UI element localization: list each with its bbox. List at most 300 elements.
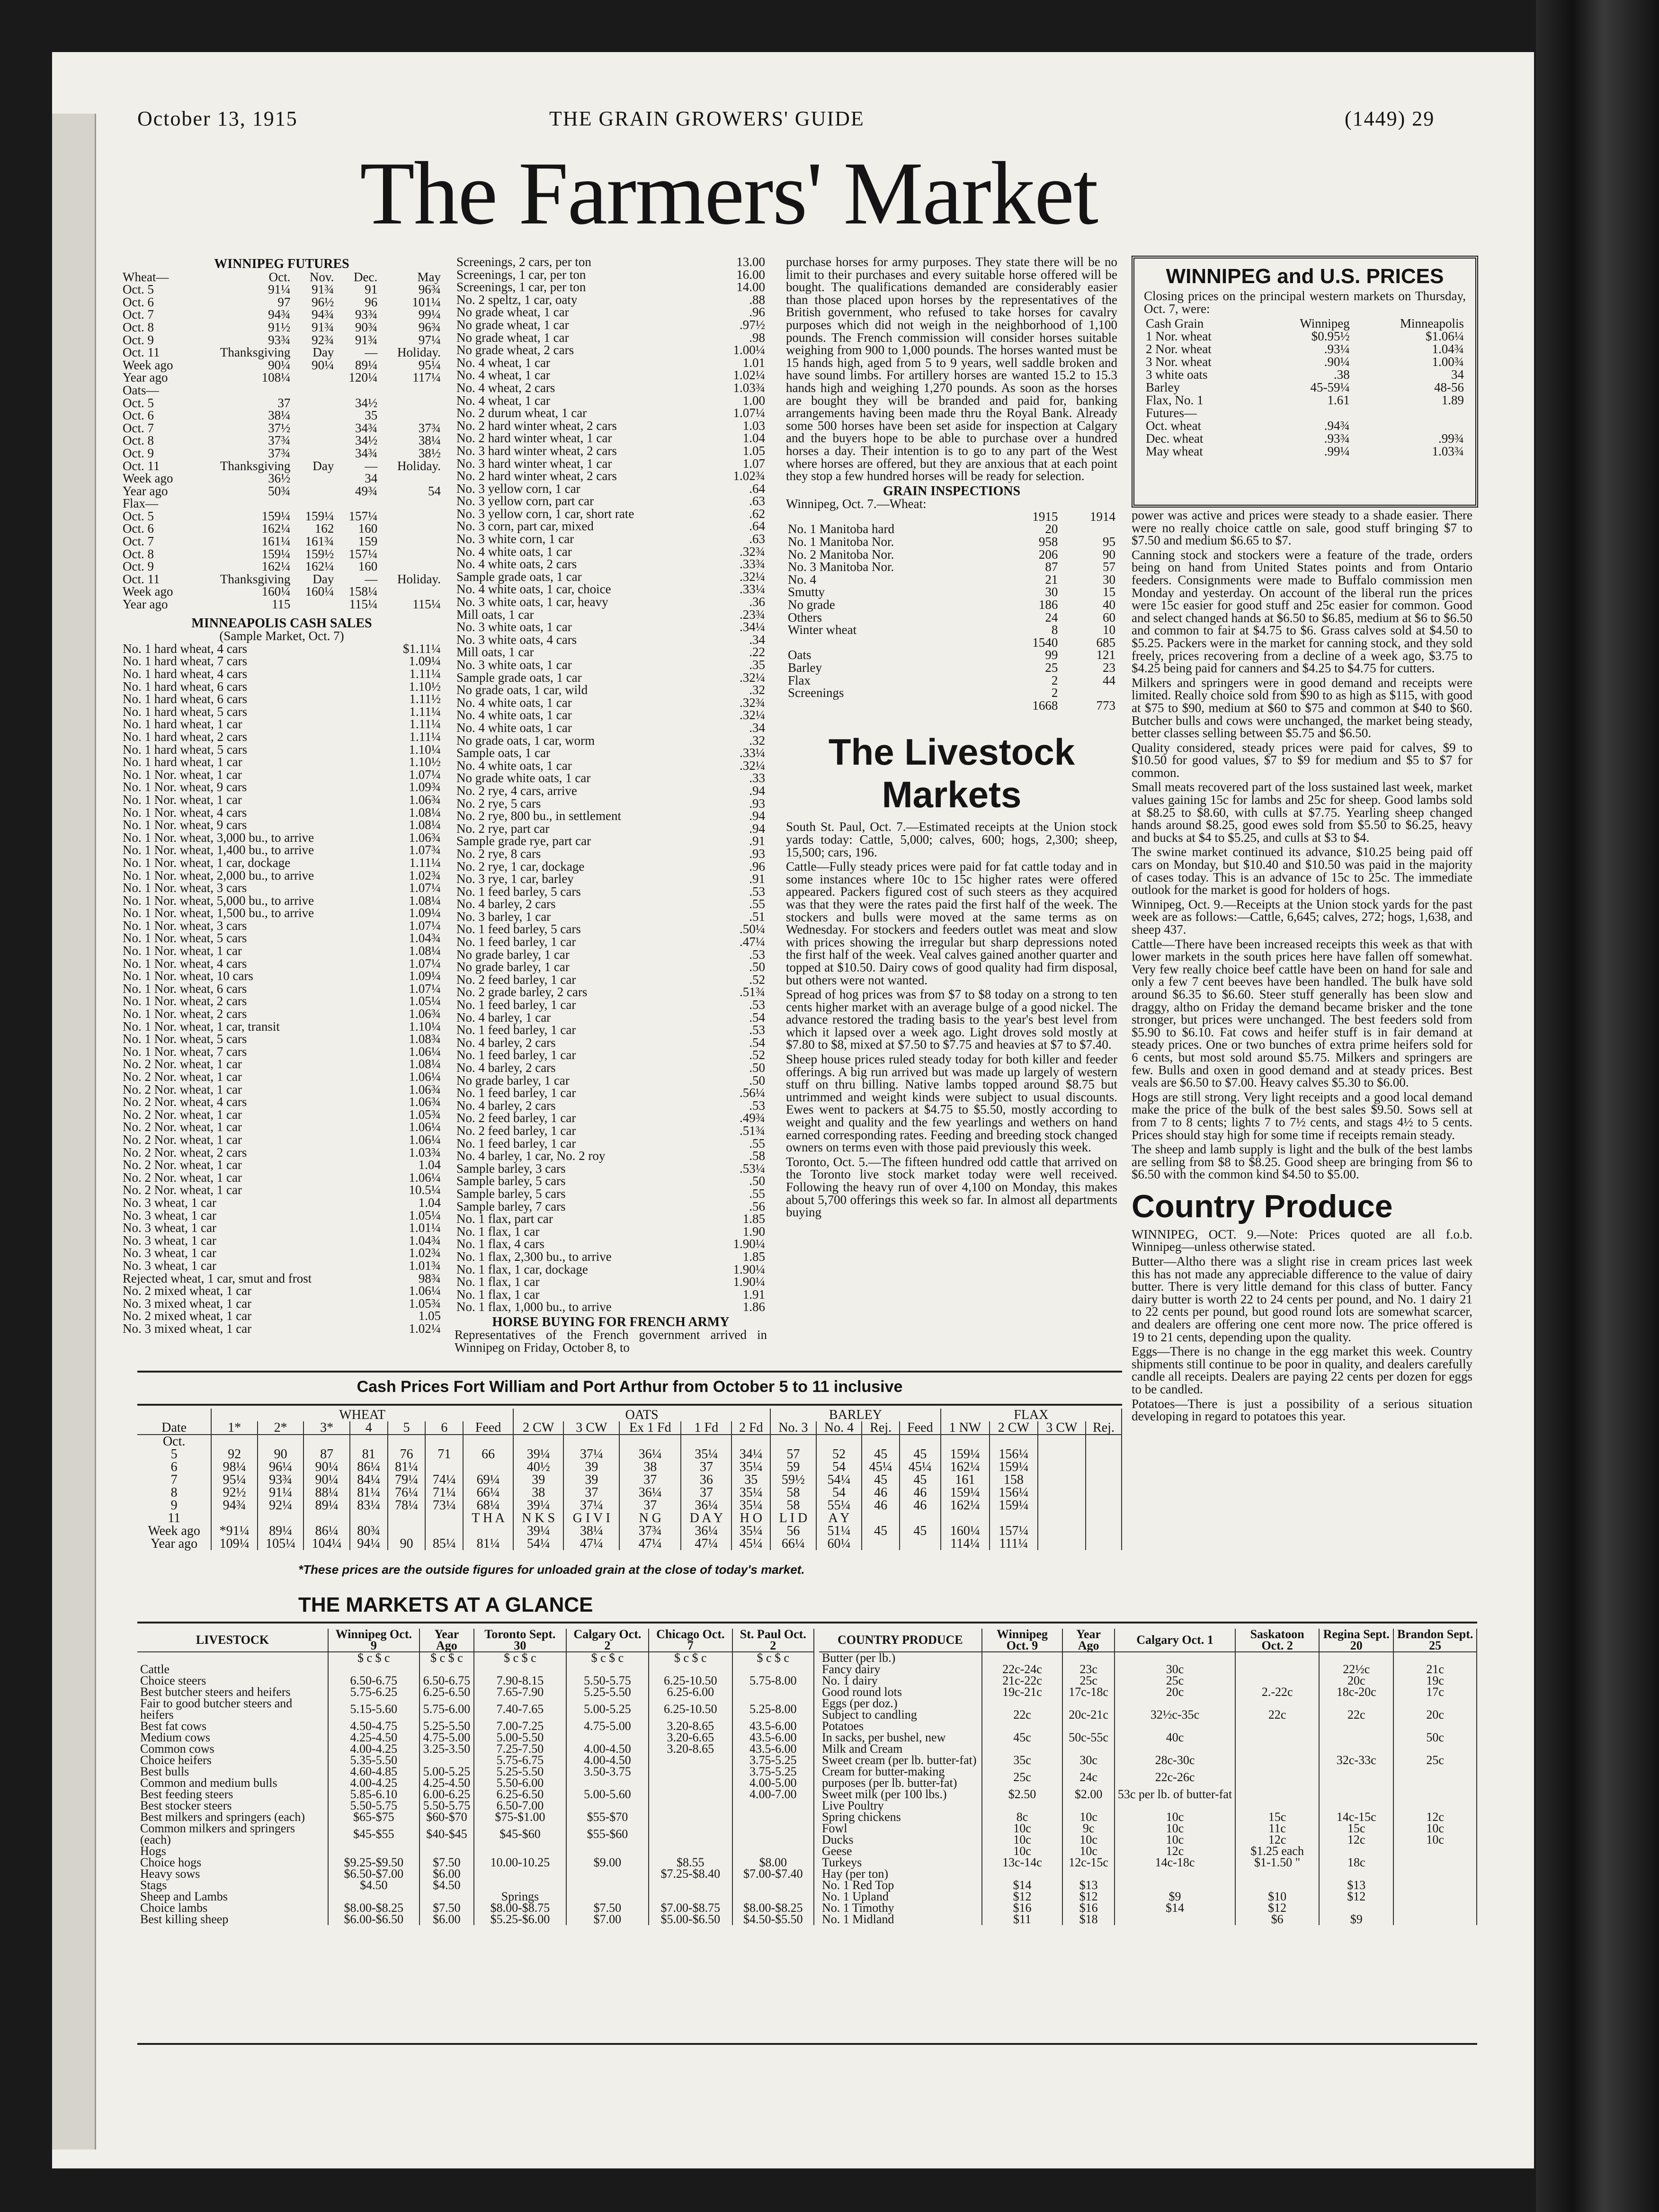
- cell: 85¼: [425, 1537, 463, 1550]
- futures-row: [121, 371, 443, 384]
- cell: [1235, 1868, 1319, 1880]
- cell: .91: [749, 834, 765, 848]
- cell: 15c: [1319, 1823, 1393, 1834]
- sale-row: [121, 844, 443, 856]
- cell: $4.50: [419, 1880, 474, 1891]
- glance-row: [137, 1880, 814, 1891]
- futures-row: [121, 598, 443, 611]
- cell: 4.60-4.85: [328, 1766, 419, 1777]
- cell: 35¼: [681, 1448, 731, 1461]
- header-cell: Winnipeg: [1300, 316, 1350, 330]
- cell: Potatoes: [819, 1721, 982, 1732]
- futures-row: [121, 384, 443, 397]
- cell: 1.06¾: [409, 830, 441, 845]
- cell: $13: [1319, 1880, 1393, 1891]
- cell: 6.50-6.75: [419, 1675, 474, 1686]
- glance-row: [819, 1709, 1477, 1721]
- cell: $7.00-$7.40: [732, 1868, 814, 1880]
- header-cell: Rej.: [1086, 1421, 1122, 1435]
- cell: .50: [749, 1174, 765, 1188]
- sale-row: [121, 756, 443, 768]
- cell: [1086, 1499, 1122, 1512]
- cell: No. 1 Nor. wheat, 7 cars: [123, 1044, 247, 1059]
- cell: 1.90: [742, 1224, 765, 1239]
- cell: 68¼: [463, 1499, 513, 1512]
- cell: 47¼: [563, 1537, 619, 1550]
- cell: No. 3 hard winter wheat, 1 car: [456, 456, 612, 471]
- cell: 1.05¾: [409, 1296, 441, 1311]
- cell: 5.75-6.75: [474, 1755, 566, 1766]
- cell: [1086, 1525, 1122, 1537]
- sale-row: [455, 1137, 767, 1150]
- cell: Holiday.: [397, 458, 441, 473]
- cell: $45-$55: [328, 1823, 419, 1846]
- cell: 43.5-6.00: [732, 1743, 814, 1755]
- cell: 38: [619, 1461, 681, 1473]
- cell: Sample oats, 1 car: [456, 746, 550, 760]
- cell: Heavy sows: [137, 1868, 328, 1880]
- cell: Screenings, 1 car, per ton: [456, 280, 586, 294]
- cell: 37: [563, 1486, 619, 1499]
- cell: $4.50-$5.50: [732, 1914, 814, 1925]
- cell: No. 2 rye, 1 car, dockage: [456, 859, 585, 874]
- sale-row: [455, 1049, 767, 1061]
- cell: .91: [749, 872, 765, 886]
- cell: $7.00-$8.75: [649, 1902, 732, 1914]
- cell: [303, 1435, 350, 1448]
- cell: No. 1 Nor. wheat, 1 car, dockage: [123, 855, 291, 870]
- cell: Oct. 9: [123, 332, 154, 347]
- futures-row: [121, 447, 443, 460]
- cell: 4.00-4.50: [566, 1743, 649, 1755]
- cell: [1393, 1789, 1477, 1800]
- cell: 15c: [1235, 1811, 1319, 1823]
- cell: 32c-33c: [1319, 1755, 1393, 1766]
- horse-continued: purchase horses for army purposes. They state there will be no limit to their purchases and every suitable horse offered will be bought. The qualifications demanded are considerably easier than those placed upon horses by the representatives of the British government, who refused to take horses for cavalry purposes which did not weigh in the neighborhood of 1,100 pounds. The French commission will consider horses suitable weighing from 900 to 1,000 pounds. The horses wanted must be 15 hands high, aged from 5 to 9 years, well saddle broken and have sound limbs. For artillery horses are wanted 15.2 to 15.3 hands high and weighing 1,270 pounds. As soon as the horses are bought they will be branded and paid for, banking arrangements having been made thru the Royal Bank. Already some 500 horses have been set aside for inspection at Calgary and the buyers hope to be able to purchase over a hundred horses a day. Their intention is to go to any part of the West where horses are offered, but they are anxious that at each point they stop a few hundred horses will be ready for selection.: [786, 255, 1117, 483]
- sale-row: [121, 882, 443, 894]
- cell: 1.06¼: [409, 1170, 441, 1185]
- cell: No grade wheat, 1 car: [456, 305, 569, 320]
- cell: 5.00-5.50: [474, 1732, 566, 1743]
- cell: .50: [749, 1061, 765, 1075]
- cell: 104¼: [303, 1537, 350, 1550]
- cell: [649, 1823, 732, 1846]
- cell: .53: [749, 1023, 765, 1037]
- cell: No. 2 rye, 5 cars: [456, 796, 541, 811]
- cell: N G: [619, 1512, 681, 1525]
- cell: 92¾: [312, 332, 334, 347]
- futures-row: [121, 535, 443, 548]
- cell: Ducks: [819, 1834, 982, 1846]
- cell: $7.50: [419, 1857, 474, 1868]
- inspection-row: [786, 687, 1117, 699]
- cell: 30: [1045, 585, 1058, 599]
- cell: No. 3 white oats, 1 car: [456, 658, 572, 672]
- cell: 35c: [982, 1755, 1063, 1766]
- header-cell: 2*: [258, 1421, 304, 1435]
- cell: No. 2 Nor. wheat, 1 car: [123, 1183, 242, 1197]
- cell: 1.00: [742, 393, 765, 408]
- cell: 1.01: [742, 355, 765, 370]
- cell: No. 4 barley, 2 cars: [456, 897, 556, 911]
- cell: 7.40-7.65: [474, 1698, 566, 1721]
- cell: No. 1 Midland: [819, 1914, 982, 1925]
- cell: $8.55: [649, 1857, 732, 1868]
- cell: 160¼: [261, 584, 291, 599]
- sale-row: [455, 495, 767, 508]
- cell: [388, 1435, 426, 1448]
- cell: 43.5-6.00: [732, 1721, 814, 1732]
- cell: 37½: [268, 420, 291, 435]
- cell: $9: [1319, 1914, 1393, 1925]
- futures-row: [121, 422, 443, 435]
- cell: No. 1 hard wheat, 5 cars: [123, 742, 248, 757]
- cell: Cattle: [137, 1664, 328, 1675]
- sale-row: [121, 919, 443, 932]
- header-cell: 1914: [1090, 509, 1115, 524]
- cell: $8.00-$8.75: [474, 1902, 566, 1914]
- cell: No. 1 dairy: [819, 1675, 982, 1686]
- cell: 93¾: [268, 332, 291, 347]
- cell: 157¼: [348, 508, 378, 523]
- cell: $11: [982, 1914, 1063, 1925]
- binding-margin: [52, 114, 96, 2150]
- cell: 108¼: [261, 370, 291, 385]
- header-cell: 3 CW: [1038, 1421, 1086, 1435]
- cell: $6.50-$7.00: [328, 1868, 419, 1880]
- cell: 162¼: [305, 559, 334, 574]
- cell: 1.11¼: [409, 667, 441, 681]
- glance-row: [137, 1698, 814, 1721]
- cell: 160: [358, 521, 378, 536]
- mpls-subtitle: (Sample Market, Oct. 7): [219, 629, 344, 643]
- cell: Year ago: [123, 370, 168, 385]
- header-cell: 4: [350, 1421, 388, 1435]
- cell: [1393, 1766, 1477, 1789]
- cell: $ c $ c: [328, 1652, 419, 1664]
- cell: 96¾: [418, 320, 441, 334]
- cell: 5.50-5.75: [328, 1800, 419, 1811]
- sale-row: [121, 831, 443, 844]
- price-row: [1144, 343, 1466, 356]
- livestock-paragraph: The swine market continued its advance, $10.25 being paid off cars on Monday, but $10.40 and $10.50 was paid in the majority of cases today. This is an advance of 15c to 25c. The immediate outlook for the market is good for holders of hogs.: [1132, 845, 1472, 897]
- cell: No. 3 white oats, 4 cars: [456, 632, 577, 647]
- cell: $55-$70: [566, 1811, 649, 1823]
- cell: No. 3 yellow corn, 1 car: [456, 481, 580, 496]
- cell: [379, 497, 443, 510]
- cell: [1393, 1868, 1477, 1880]
- inspection-row: [786, 649, 1117, 661]
- cell: 4.00-4.50: [566, 1755, 649, 1766]
- cell: .54: [749, 1010, 765, 1025]
- cell: No. 3 wheat, 1 car: [123, 1221, 216, 1235]
- produce-paragraph: Eggs—There is no change in the egg market this week. Country shipments still continue to be poor in quality, and dealers carefully candle all receipts. Dealers are paying 22 cents per dozen for eggs to be candled.: [1132, 1344, 1472, 1396]
- inspection-row: [786, 586, 1117, 598]
- livestock-paragraph: Small meats recovered part of the loss sustained last week, market values gaining 15c for lambs and 25c for sheep. Good lambs sold at $8.25 to $8.60, with culls at $7.75. Yearling sheep changed hands around $8.25, good ewes sold from $5.50 to $6.25, heavy and bucks at $4 to $5.25, and culls at $3 to $4.: [1132, 780, 1472, 845]
- sale-row: [455, 1124, 767, 1137]
- cell: 35¼: [731, 1525, 770, 1537]
- cell: 159¼: [990, 1499, 1037, 1512]
- cell: 1.90¼: [733, 1237, 765, 1251]
- inspection-row: [786, 523, 1117, 535]
- futures-row: [121, 472, 443, 485]
- cell: No. 1 Upland: [819, 1891, 982, 1902]
- cell: 59: [770, 1461, 816, 1473]
- cell: Choice lambs: [137, 1902, 328, 1914]
- cell: [1235, 1721, 1319, 1732]
- cell: No. 2 speltz, 1 car, oaty: [456, 292, 578, 307]
- cell: [1115, 1868, 1235, 1880]
- cell: 99: [1045, 648, 1058, 662]
- cell: 90: [388, 1537, 426, 1550]
- cell: 158: [990, 1473, 1037, 1486]
- cell: [1038, 1486, 1086, 1499]
- cell: [1235, 1755, 1319, 1766]
- sale-row: [455, 999, 767, 1011]
- cell: Winter wheat: [788, 623, 857, 637]
- inspections-table: [786, 510, 1117, 712]
- cell: 159¼: [305, 508, 334, 523]
- cell: 39¼: [513, 1499, 563, 1512]
- cell: No. 1 Nor. wheat, 1 car, transit: [123, 1019, 280, 1034]
- cell: 37: [681, 1486, 731, 1499]
- cell: 57: [1103, 560, 1115, 574]
- cell: 186: [1038, 598, 1058, 612]
- cell: 89¼: [258, 1525, 304, 1537]
- glance-row: [137, 1789, 814, 1800]
- cell: 1.09¼: [409, 906, 441, 920]
- cell: 4.00-7.00: [732, 1789, 814, 1800]
- cell: [1235, 1743, 1319, 1755]
- cell: $12: [982, 1891, 1063, 1902]
- cell: No. 1 Nor. wheat, 5 cars: [123, 1032, 247, 1046]
- cell: [379, 397, 443, 410]
- cell: [731, 1435, 770, 1448]
- cell: 1.06¼: [409, 1070, 441, 1084]
- cell: [649, 1789, 732, 1800]
- cell: 5.35-5.50: [328, 1755, 419, 1766]
- cell: Futures—: [1146, 406, 1197, 420]
- cell: 1.09¼: [409, 969, 441, 983]
- journal-name: THE GRAIN GROWERS' GUIDE: [549, 107, 865, 130]
- cell: [336, 384, 379, 397]
- cell: 6.25-6.50: [474, 1789, 566, 1800]
- cell: 1.03¾: [1432, 444, 1464, 458]
- cell: 16.00: [736, 267, 765, 282]
- inspection-row: [786, 561, 1117, 573]
- glance-row: [819, 1880, 1477, 1891]
- cell: [292, 447, 336, 460]
- cell: No. 3 yellow corn, 1 car, short rate: [456, 506, 634, 521]
- cell: 1668: [1032, 698, 1058, 713]
- cell: No. 3 wheat, 1 car: [123, 1195, 216, 1210]
- cell: $10: [1235, 1891, 1319, 1902]
- cell: .63: [749, 532, 765, 546]
- sale-row: [121, 1121, 443, 1133]
- cell: Best killing sheep: [137, 1914, 328, 1925]
- cell: 58: [770, 1486, 816, 1499]
- cell: [900, 1512, 941, 1525]
- sale-row: [455, 810, 767, 822]
- header-cell: Minneapolis: [1400, 316, 1464, 330]
- sale-row: [455, 722, 767, 734]
- cell: 45: [862, 1448, 900, 1461]
- cell: 45c: [982, 1732, 1063, 1743]
- cell: 1.11½: [409, 692, 441, 706]
- header-cell: Ex 1 Fd: [619, 1421, 681, 1435]
- cell: No grade white oats, 1 car: [456, 771, 591, 785]
- sale-row: [121, 1146, 443, 1159]
- futures-row: [121, 497, 443, 510]
- column-1: [121, 258, 443, 1335]
- cell: .35: [749, 658, 765, 672]
- sale-row: [455, 331, 767, 344]
- price-row: [1144, 330, 1466, 343]
- sale-row: [455, 294, 767, 306]
- cell: .64: [749, 519, 765, 534]
- header-cell: Winnipeg Oct. 9: [328, 1629, 419, 1652]
- header-cell: Dec.: [354, 269, 378, 284]
- cell: 96½: [312, 294, 334, 309]
- price-row: [1144, 445, 1466, 458]
- cell: Sample grade rye, part car: [456, 834, 591, 848]
- header-row: [137, 1629, 814, 1652]
- sale-row: [455, 382, 767, 394]
- sale-row: [455, 545, 767, 558]
- cell: 34½: [355, 433, 378, 448]
- cell: $1.06¼: [1426, 329, 1464, 343]
- page-number: (1449) 29: [1345, 107, 1435, 130]
- cell: 10c: [982, 1846, 1063, 1857]
- cell: No. 1 feed barley, 1 car: [456, 998, 576, 1012]
- cell: No grade oats, 1 car, wild: [456, 683, 588, 697]
- cell: No. 1 Nor. wheat, 1 car: [123, 944, 242, 958]
- cell: [941, 1512, 990, 1525]
- cell: $55-$60: [566, 1823, 649, 1846]
- cell: Oats: [788, 648, 812, 662]
- cell: [1038, 1473, 1086, 1486]
- header-cell: Year Ago: [1062, 1629, 1115, 1652]
- cell: No. 4 white oats, 1 car: [456, 544, 572, 559]
- cell: No. 2 rye, part car: [456, 821, 550, 836]
- cell: .53: [749, 947, 765, 962]
- cell: .93: [749, 796, 765, 811]
- cell: 46: [862, 1499, 900, 1512]
- sale-row: [121, 1196, 443, 1209]
- cell: [379, 384, 443, 397]
- cell: 37¼: [563, 1499, 619, 1512]
- cell: 37¾: [418, 420, 441, 435]
- cell: .32¼: [740, 758, 765, 773]
- cell: [732, 1800, 814, 1811]
- group-cell: OATS: [513, 1409, 770, 1421]
- cell: No. 3 corn, part car, mixed: [456, 519, 594, 534]
- cell: No. 2 Nor. wheat, 1 car: [123, 1170, 242, 1185]
- sale-row: [455, 357, 767, 369]
- cell: T H A: [463, 1512, 513, 1525]
- rule: [137, 1404, 1122, 1406]
- cell: .36: [749, 595, 765, 609]
- cell: 59½: [770, 1473, 816, 1486]
- cell: No grade oats, 1 car, worm: [456, 733, 595, 748]
- cell: Fair to good butcher steers and heifers: [137, 1698, 328, 1721]
- cell: 37: [681, 1461, 731, 1473]
- cell: .47¼: [740, 935, 765, 949]
- sale-row: [121, 856, 443, 869]
- cell: [292, 422, 336, 435]
- cell: .93¼: [1324, 342, 1350, 356]
- cell: [350, 1512, 388, 1525]
- cell: 1.91: [742, 1287, 765, 1302]
- glance-row: [819, 1652, 1477, 1664]
- cell: [388, 1525, 426, 1537]
- glance-row: [819, 1834, 1477, 1846]
- cell: 10c: [1115, 1823, 1235, 1834]
- cell: Week ago: [137, 1525, 211, 1537]
- cell: Flax, No. 1: [1146, 393, 1204, 407]
- cell: Best stocker steers: [137, 1800, 328, 1811]
- cell: 49¾: [355, 483, 378, 498]
- cell: [732, 1880, 814, 1891]
- cell: Oct. 5: [123, 282, 154, 297]
- cell: [1393, 1880, 1477, 1891]
- cell: 50c: [1393, 1732, 1477, 1743]
- sale-row: [121, 1247, 443, 1259]
- cell: Oct. 5: [123, 395, 154, 410]
- header-cell: 1915: [1032, 509, 1058, 524]
- cell: Hogs: [137, 1846, 328, 1857]
- cell: 1.02¼: [409, 1321, 441, 1336]
- cell: 10c: [1062, 1811, 1115, 1823]
- cell: [1319, 1732, 1393, 1743]
- cell: 3.25-3.50: [419, 1743, 474, 1755]
- sale-row: [121, 1171, 443, 1184]
- sale-row: [455, 1150, 767, 1162]
- cell: $ c $ c: [474, 1652, 566, 1664]
- cell: [1060, 687, 1117, 699]
- cell: Oct. 6: [123, 294, 154, 309]
- sale-row: [455, 734, 767, 747]
- cell: 4.75-5.00: [419, 1732, 474, 1743]
- header-cell: [786, 510, 1002, 523]
- cell: 14.00: [736, 280, 765, 294]
- page-title: The Farmers' Market: [360, 144, 1097, 243]
- futures-row: [121, 560, 443, 573]
- cell: [425, 1461, 463, 1473]
- cell: 11c: [1235, 1823, 1319, 1834]
- cell: 91¼: [258, 1486, 304, 1499]
- cell: 20c-21c: [1062, 1709, 1115, 1721]
- cell: No. 2 hard winter wheat, 2 cars: [456, 418, 617, 433]
- cell: [862, 1537, 900, 1550]
- cell: 1.10¼: [409, 742, 441, 757]
- cell: 10.5¼: [409, 1183, 441, 1197]
- sale-row: [455, 621, 767, 633]
- cell: $8.00-$8.25: [732, 1902, 814, 1914]
- sale-row: [455, 785, 767, 797]
- issue-date: October 13, 1915: [137, 107, 298, 130]
- cell: No grade wheat, 1 car: [456, 317, 569, 332]
- cell: [1086, 1435, 1122, 1448]
- cell: 22c: [1319, 1709, 1393, 1721]
- cell: 24c: [1062, 1766, 1115, 1789]
- cell: 22c-24c: [982, 1664, 1063, 1675]
- cell: No. 3 barley, 1 car: [456, 909, 551, 924]
- cell: Oct. 7: [123, 307, 154, 322]
- cell: Dec. wheat: [1146, 431, 1204, 446]
- cell: 94¾: [211, 1499, 258, 1512]
- livestock-text: [786, 821, 1117, 1218]
